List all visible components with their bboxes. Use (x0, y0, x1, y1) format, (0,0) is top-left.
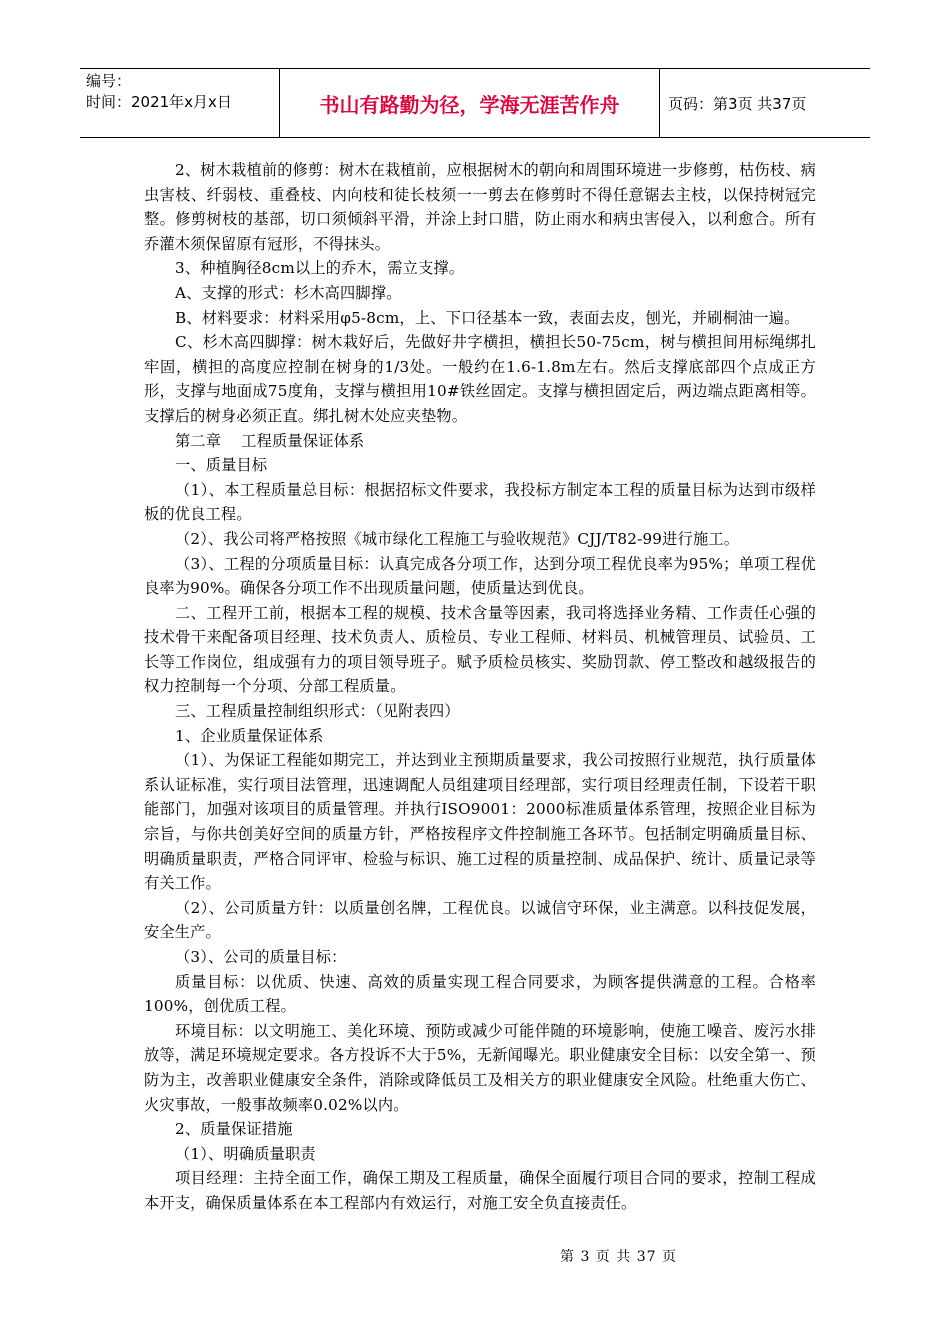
paragraph: 质量目标：以优质、快速、高效的质量实现工程合同要求，为顾客提供满意的工程。合格率100%，创优质工程。 (144, 972, 816, 1016)
chapter-heading: 第二章 工程质量保证体系 (175, 431, 365, 450)
header-meta (80, 69, 280, 137)
paragraph: （3）、公司的质量目标： (175, 948, 347, 966)
document-body (144, 158, 816, 1216)
page-footer: 第 3 页 共 37 页 (560, 1249, 677, 1265)
paragraph: A、支撑的形式：杉木高四脚撑。 (175, 283, 402, 302)
paragraph: （1）、本工程质量总目标：根据招标文件要求，我投标方制定本工程的质量目标为达到市级样板的优良工程。 (144, 480, 816, 524)
subsection-heading: 1、企业质量保证体系 (175, 726, 324, 745)
header-page-number: 页码：第3页 共37页 (668, 94, 807, 113)
paragraph: B、材料要求：材料采用φ5-8cm，上、下口径基本一致，表面去皮，刨光，并刷桐油一遍。 (175, 308, 800, 327)
section-heading: 一、质量目标 (175, 456, 268, 475)
paragraph: （2）、我公司将严格按照《城市绿化工程施工与验收规范》CJJ/T82-99进行施工。 (175, 529, 740, 548)
paragraph: 2、树木栽植前的修剪：树木在栽植前，应根据树木的朝向和周围环境进一步修剪，枯伤枝、病虫害枝、纤弱枝、重叠枝、内向枝和徒长枝须一一剪去在修剪时不得任意锯去主枝，以保持树冠完整。修剪树枝的基部，切口须倾斜平滑，并涂上封口腊，防止雨水和病虫害侵入，以利愈合。所有乔灌木须保留原有冠形，不得抹头。 (144, 161, 816, 253)
page-header (80, 68, 870, 138)
document-number-label: 编号： (86, 72, 132, 90)
paragraph: （3）、工程的分项质量目标：认真完成各分项工作，达到分项工程优良率为95%；单项工程优良率为90%。确保各分项工作不出现质量问题，使质量达到优良。 (144, 554, 816, 598)
paragraph: 二、工程开工前，根据本工程的规模、技术含量等因素，我司将选择业务精、工作责任心强的技术骨干来配备项目经理、技术负责人、质检员、专业工程师、材料员、机械管理员、试验员、工长等工作岗位，组成强有力的项目领导班子。赋予质检员核实、奖励罚款、停工整改和越级报告的权力控制每一个分项、分部工程质量。 (144, 603, 816, 696)
document-date: 时间：2021年x月x日 (86, 93, 232, 111)
paragraph: 3、种植胸径8cm以上的乔木，需立支撑。 (175, 259, 465, 278)
paragraph: C、杉木高四脚撑：树木栽好后，先做好井字横担，横担长50-75cm，树与横担间用标绳绑扎牢固，横担的高度应控制在树身的1/3处。一般约在1.6-1.8m左右。然后支撑底部四个点成正方形，支撑与地面成75度角，支撑与横担用10#铁丝固定。支撑与横担固定后，两边端点距离相等。支撑后的树身必须正直。绑扎树木处应夹垫物。 (144, 333, 816, 425)
paragraph: （1）、为保证工程能如期完工，并达到业主预期质量要求，我公司按照行业规范，执行质量体系认证标准，实行项目法管理，迅速调配人员组建项目经理部，实行项目经理责任制，下设若干职能部门，加强对该项目的质量管理。并执行ISO9001：2000标准质量体系管理，按照企业目标为宗旨，与你共创美好空间的质量方针，严格按程序文件控制施工各环节。包括制定明确质量目标、明确质量职责，严格合同评审、检验与标识、施工过程的质量控制、成品保护、统计、质量记录等有关工作。 (144, 751, 816, 893)
header-motto: 书山有路勤为径，学海无涯苦作舟 (280, 69, 660, 137)
subsection-heading: 2、质量保证措施 (175, 1120, 293, 1139)
paragraph: 项目经理：主持全面工作，确保工期及工程质量，确保全面履行项目合同的要求，控制工程成本开支，确保质量体系在本工程部内有效运行，对施工安全负直接责任。 (144, 1169, 816, 1212)
section-heading: 三、工程质量控制组织形式：（见附表四） (175, 702, 460, 721)
paragraph: 环境目标：以文明施工、美化环境、预防或减少可能伴随的环境影响，使施工噪音、废污水排放等，满足环境规定要求。各方投诉不大于5%，无新闻曝光。职业健康安全目标：以安全第一、预防为主，改善职业健康安全条件，消除或降低员工及相关方的职业健康安全风险。杜绝重大伤亡、火灾事故，一般事故频率0.02%以内。 (144, 1021, 816, 1114)
paragraph: （1）、明确质量职责 (175, 1144, 316, 1163)
paragraph: （2）、公司质量方针：以质量创名牌，工程优良。以诚信守环保，业主满意。以科技促发展，安全生产。 (144, 898, 816, 942)
